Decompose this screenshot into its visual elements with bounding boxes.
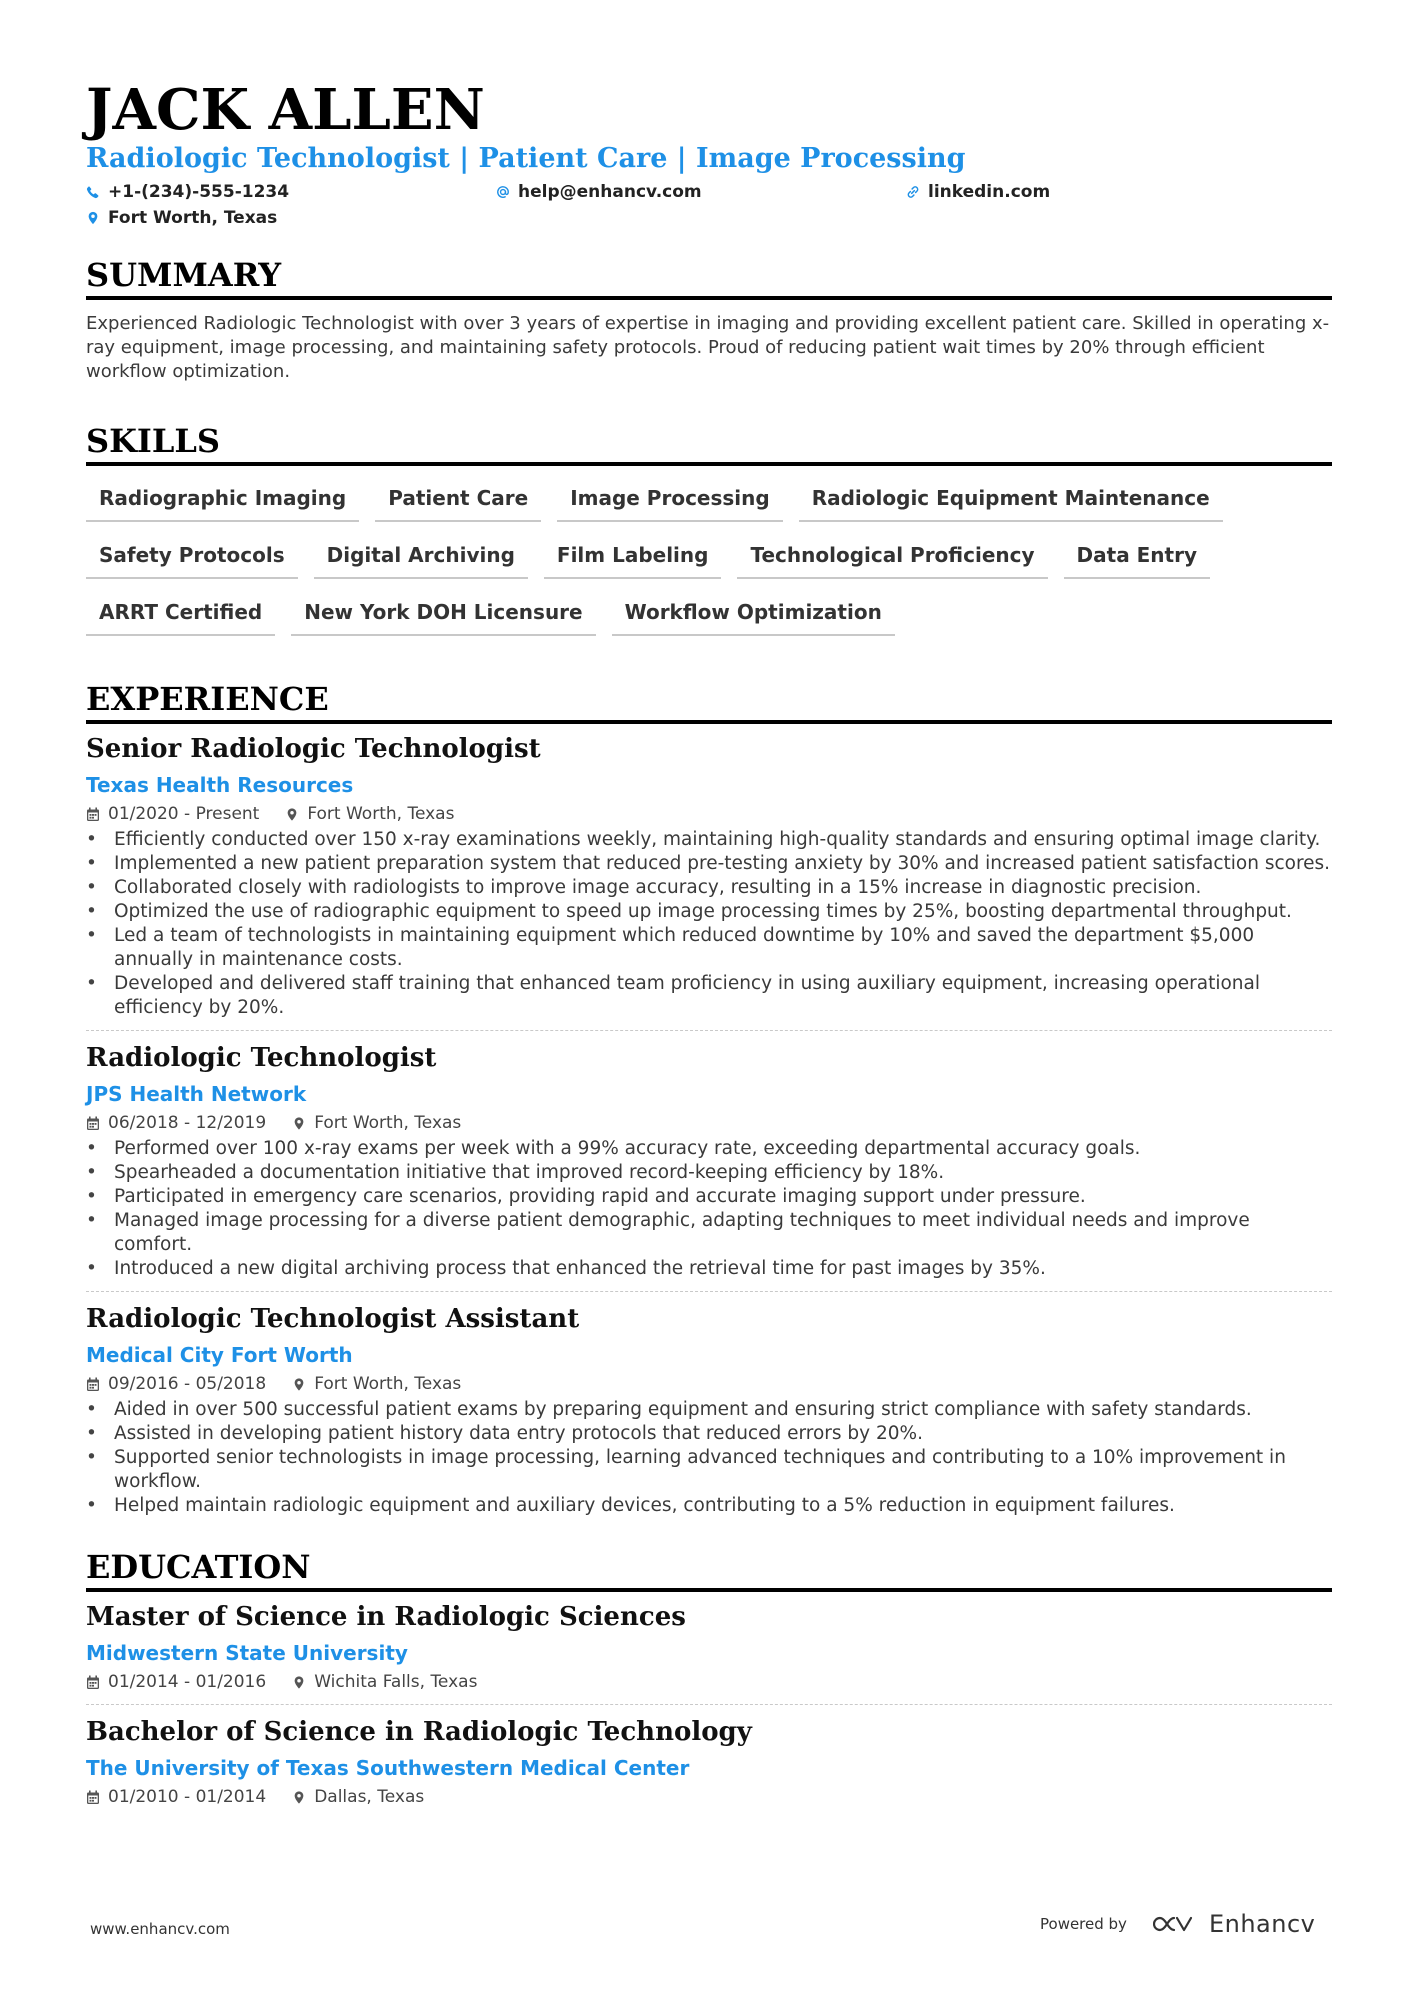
footer-website[interactable]: www.enhancv.com xyxy=(90,1920,230,1938)
at-icon xyxy=(496,185,510,199)
job-role: Senior Radiologic Technologist xyxy=(86,734,541,764)
summary-section xyxy=(86,256,1332,384)
job-location-text: Fort Worth, Texas xyxy=(307,804,455,824)
education-location-text: Wichita Falls, Texas xyxy=(314,1672,478,1692)
bullet-item: • Led a team of technologists in maintaining equipment which reduced downtime by 10% and saved the department $5,000 annually in maintenance costs. xyxy=(86,924,1332,972)
job-meta xyxy=(86,1372,1332,1396)
bullet-item: • Participated in emergency care scenarios, providing rapid and accurate imaging support under pressure. xyxy=(86,1185,1332,1209)
powered-by-text: Powered by xyxy=(1040,1915,1127,1933)
summary-text: Experienced Radiologic Technologist with over 3 years of expertise in imaging and providing excellent patient care. Skilled in operating x-ray equipment, image processing, and maintaining safety protocols. Proud of reducing patient wait times by 20% through efficient workflow optimization. xyxy=(86,313,1330,382)
skill-tag: Workflow Optimization xyxy=(612,592,895,636)
job-company: JPS Health Network xyxy=(86,1082,307,1106)
job-dates-text: 06/2018 - 12/2019 xyxy=(108,1113,267,1133)
linkedin-text: linkedin.com xyxy=(928,182,1051,202)
job-location-text: Fort Worth, Texas xyxy=(314,1374,462,1394)
experience-entry xyxy=(86,1302,1332,1518)
email-text: help@enhancv.com xyxy=(518,182,702,202)
job-bullets xyxy=(86,1137,1332,1281)
phone-icon xyxy=(86,185,100,199)
job-dates xyxy=(86,802,259,826)
location-text: Fort Worth, Texas xyxy=(108,208,278,228)
bullet-item: • Supported senior technologists in image processing, learning advanced techniques and contributing to a 10% improvement in workflow. xyxy=(86,1446,1332,1494)
link-icon xyxy=(906,185,920,199)
education-dates-text: 01/2010 - 01/2014 xyxy=(108,1787,267,1807)
job-meta xyxy=(86,802,1332,826)
job-dates-text: 01/2020 - Present xyxy=(108,804,260,824)
education-location xyxy=(292,1670,477,1694)
location-pin-icon xyxy=(292,1116,306,1131)
education-meta xyxy=(86,1785,1332,1809)
entry-divider xyxy=(86,1704,1332,1705)
experience-title: EXPERIENCE xyxy=(86,680,1332,724)
school: Midwestern State University xyxy=(86,1641,408,1665)
skill-tag: Safety Protocols xyxy=(86,535,298,579)
education-entry xyxy=(86,1715,1332,1809)
job-role: Radiologic Technologist Assistant xyxy=(86,1304,580,1334)
education-location-text: Dallas, Texas xyxy=(314,1787,425,1807)
entry-divider xyxy=(86,1291,1332,1292)
enhancv-logo-icon xyxy=(1153,1912,1199,1936)
job-location xyxy=(285,802,454,826)
skills-title: SKILLS xyxy=(86,422,1332,466)
contact-email[interactable] xyxy=(496,182,702,202)
bullet-item: • Performed over 100 x-ray exams per week with a 99% accuracy rate, exceeding departmental accuracy goals. xyxy=(86,1137,1332,1161)
calendar-icon xyxy=(86,1377,100,1392)
location-pin-icon xyxy=(292,1377,306,1392)
brand-name: Enhancv xyxy=(1208,1910,1316,1938)
calendar-icon xyxy=(86,1675,100,1690)
job-dates xyxy=(86,1372,266,1396)
entry-divider xyxy=(86,1030,1332,1031)
summary-title: SUMMARY xyxy=(86,256,1332,300)
brand-logo[interactable] xyxy=(1153,1910,1315,1938)
job-role: Radiologic Technologist xyxy=(86,1043,437,1073)
calendar-icon xyxy=(86,1116,100,1131)
calendar-icon xyxy=(86,1790,100,1805)
education-dates xyxy=(86,1670,266,1694)
skills-section xyxy=(86,422,1332,649)
calendar-icon xyxy=(86,807,100,822)
experience-entry xyxy=(86,1041,1332,1292)
degree: Master of Science in Radiologic Sciences xyxy=(86,1602,686,1632)
resume-page xyxy=(86,77,1332,1807)
bullet-item: • Collaborated closely with radiologists to improve image accuracy, resulting in a 15% increase in diagnostic precision. xyxy=(86,876,1332,900)
job-dates-text: 09/2016 - 05/2018 xyxy=(108,1374,267,1394)
bullet-item: • Developed and delivered staff training that enhanced team proficiency in using auxiliary equipment, increasing operational efficiency by 20%. xyxy=(86,972,1332,1020)
job-meta xyxy=(86,1111,1332,1135)
location-pin-icon xyxy=(285,807,299,822)
skills-list xyxy=(86,478,1286,649)
skill-tag: Technological Proficiency xyxy=(737,535,1047,579)
education-location xyxy=(292,1785,424,1809)
skill-tag: Radiographic Imaging xyxy=(86,478,359,522)
job-location-text: Fort Worth, Texas xyxy=(314,1113,462,1133)
bullet-item: • Helped maintain radiologic equipment and auxiliary devices, contributing to a 5% reduction in equipment failures. xyxy=(86,1494,1332,1518)
job-location xyxy=(292,1372,461,1396)
location-pin-icon xyxy=(292,1790,306,1805)
headline: Radiologic Technologist | Patient Care | Image Processing xyxy=(86,143,966,174)
experience-section xyxy=(86,680,1332,1518)
footer-powered-by xyxy=(1040,1910,1315,1938)
bullet-item: • Implemented a new patient preparation system that reduced pre-testing anxiety by 30% and increased patient satisfaction scores. xyxy=(86,852,1332,876)
bullet-item: • Spearheaded a documentation initiative that improved record-keeping efficiency by 18%. xyxy=(86,1161,1332,1185)
job-company: Texas Health Resources xyxy=(86,773,354,797)
skill-tag: Digital Archiving xyxy=(314,535,528,579)
skill-tag: Radiologic Equipment Maintenance xyxy=(799,478,1223,522)
bullet-item: • Assisted in developing patient history data entry protocols that reduced errors by 20%. xyxy=(86,1422,1332,1446)
degree: Bachelor of Science in Radiologic Technology xyxy=(86,1717,752,1747)
contact-location xyxy=(86,208,277,228)
location-pin-icon xyxy=(292,1675,306,1690)
bullet-item: • Introduced a new digital archiving process that enhanced the retrieval time for past images by 35%. xyxy=(86,1257,1332,1281)
school: The University of Texas Southwestern Medical Center xyxy=(86,1756,690,1780)
skill-tag: New York DOH Licensure xyxy=(291,592,595,636)
education-dates xyxy=(86,1785,266,1809)
job-dates xyxy=(86,1111,266,1135)
skill-tag: Patient Care xyxy=(375,478,541,522)
contact-linkedin[interactable] xyxy=(906,182,1050,202)
phone-text: +1-(234)-555-1234 xyxy=(108,182,290,202)
bullet-item: • Aided in over 500 successful patient exams by preparing equipment and ensuring strict compliance with safety standards. xyxy=(86,1398,1332,1422)
bullet-item: • Efficiently conducted over 150 x-ray examinations weekly, maintaining high-quality standards and ensuring optimal image clarity. xyxy=(86,828,1332,852)
contact-phone[interactable] xyxy=(86,182,289,202)
location-pin-icon xyxy=(86,211,100,225)
bullet-item: • Managed image processing for a diverse patient demographic, adapting techniques to meet individual needs and improve comfort. xyxy=(86,1209,1332,1257)
contact-info xyxy=(86,178,1332,234)
education-section xyxy=(86,1548,1332,1809)
job-location xyxy=(292,1111,461,1135)
education-title: EDUCATION xyxy=(86,1548,1332,1592)
skill-tag: Data Entry xyxy=(1064,535,1210,579)
bullet-item: • Optimized the use of radiographic equipment to speed up image processing times by 25%, boosting departmental throughput. xyxy=(86,900,1332,924)
job-company: Medical City Fort Worth xyxy=(86,1343,353,1367)
skill-tag: Film Labeling xyxy=(544,535,722,579)
education-entry xyxy=(86,1600,1332,1705)
job-bullets xyxy=(86,1398,1332,1518)
education-meta xyxy=(86,1670,1332,1694)
skill-tag: ARRT Certified xyxy=(86,592,275,636)
candidate-name: JACK ALLEN xyxy=(86,77,485,143)
education-dates-text: 01/2014 - 01/2016 xyxy=(108,1672,267,1692)
experience-entry xyxy=(86,732,1332,1031)
skill-tag: Image Processing xyxy=(557,478,783,522)
job-bullets xyxy=(86,828,1332,1020)
